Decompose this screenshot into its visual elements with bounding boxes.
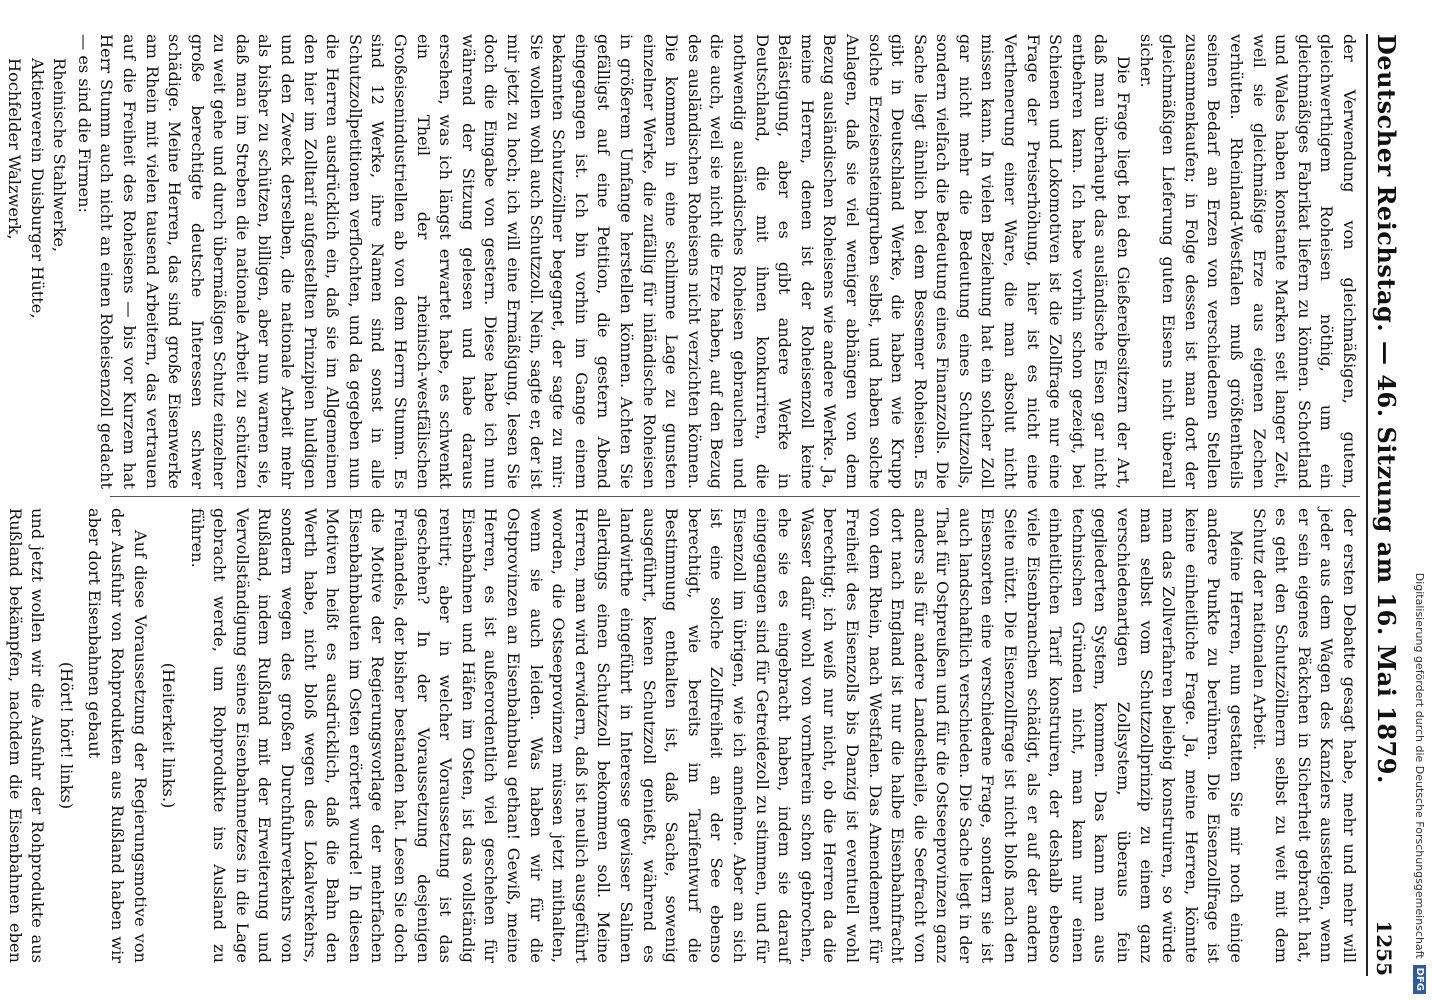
right-paragraph: der ersten Debatte gesagt habe, mehr und mehr will jeder aus dem Wagen des Kanzlers aussteigen, wenn er sein eigenes Päckchen in Sicherheit gebracht hat, es geht den Schutzzöllnern selbst zu weit mit dem Schutz der nationalen Arbeit. [1249,508,1359,963]
right-paragraph: Meine Herren, nun gestatten Sie mir noch einige andere Punkte zu berühren. Die Eisenzollfrage ist keine einheitliche Frage. Ja, meine Herren, könnte man das Zollverfahren beliebig konstruiren, so würde man selbst vom Schutzzollprinzip zu einem ganz verschiedenartigen Zollsystem, überaus fein gegliederten System, kommen. Das kann man aus technischen Gründen nicht, man kann nur einen einheitlichen Tarif konstruiren, der deshalb ebenso viele Eisenbranchen schädigt, als er auf der andern Seite nützt. Die Eisenzollfrage ist nicht bloß nach den Eisensorten eine verschiedene Frage, sondern sie ist auch landschaftlich verschieden. Die Sache liegt in der That für Ostpreußen und für die Ostseeprovinzen ganz anders als für andere Landestheile, die Seefracht von dort nach England ist nur die halbe Eisenbahnfracht von dem Rhein, nach Westfalen. Das Amendement für Freiheit des Eisenzolls bis Danzig ist eventuell wohl berechtigt; ich weiß nur nicht, ob die Herren da die Wasser dafür wohl von vornherein schon gebrochen, ehe sie es eingebracht haben, indem sie darauf eingegangen sind für Getreidezoll zu stimmen, und für Eisenzoll im übrigen, wie ich annehme. Aber an sich ist eine solche Zollfreiheit an der See ebenso berechtigt, wie bereits im Tarifentwurf die Bestimmung enthalten ist, daß Sache, sowenig ausgeführt, kenen Schutzzoll genießt, während es landwirthe eingeführt in Interesse gewisser Salinen allerdings einen Schutzzoll bekommen soll. Meine Herren, man wird erwidern, daß ist neulich ausgeführt worden, die Ostseeprovinzen müssen jetzt mithalten, wenn sie auch leiden. Was haben wir für die Ostprovinzen an Eisenbahnbau gethan! Gewiß, meine Herren, es ist außerordentlich viel geschehen für Eisenbahnen und Häfen im Osten, ist das vollständig rentirt; aber in welcher Voraussetzung ist das geschehen? In der Voraussetzung desjenigen Freihandels, der bisher bestanden hat. Lesen Sie doch die Motive der Regierungsvorlage der mehrfachen Eisenbahnbauten im Osten erörtert wurde! In diesen Motiven heißt es ausdrücklich, daß die Bahn den Werth habe, nicht bloß wegen des Lokalverkehrs, sondern wegen des großen Durchfuhrverkehrs von Rußland, indem Rußland mit der Erweiterung und Vervollständigung seines Eisenbahnnetzes in die Lage gebracht werde, um Rohprodukte ins Ausland zu führen. [187,508,1247,963]
firm-item: Hochfelder Walzwerk, [4,58,24,240]
digitization-text: Digitalisierung gefördert durch die Deutsche Forschungsgemeinschaft [1413,572,1427,959]
left-paragraph: der Verwendung von gleichmäßigen, gutem, gleichwerthigem Roheisen nöthig, um ein gleichmäßiges Fabrikat liefern zu können. Schottland und Wales haben konstante Marken seit langer Zeit, weil sie gleichmäßige Erze aus eigenen Zechen verhütten. Rheinland-Westfalen muß größtentheils seinen Bedarf an Erzen von verschiedenen Stellen zusammenkaufen; in Folge dessen ist man dort der gleichmäßigen Lieferung guten Eisens nicht überall sicher. [1136,34,1359,489]
firm-item: Rheinische Stahlwerke, [50,58,70,253]
digitization-note [1408,0,1432,1000]
page-number: 1255 [1372,920,1396,976]
dfg-logo: DFG [1414,965,1427,994]
laughter-note: (Heiterkeit links.) [159,662,179,809]
page-header [1366,34,1404,976]
left-paragraph: Die Frage liegt bei den Gießereibesitzern der Art, daß man überhaupt das ausländische Eisen gar nicht entbehren kann. Ich habe vorhin schon gezeigt, bei Schienen und Lokomotiven ist die Zollfrage nur eine Frage der Preiserhöhung, hier ist es nicht eine Verthenerung einer Ware, die man absolut nicht missen kann. In vielen Beziehung hat ein solcher Zoll gar nicht mehr die Bedeutung eines Schutzzolls, sondern vielfach die Bedeutung eines Finanzzolls. Die Sache liegt ähnlich bei dem Bessemer Roheisen. Es gibt in Deutschland Werke, die haben wie Krupp solche Erzeisensteingruben selbst, und haben solche Anlagen, daß sie viel weniger abhängen von dem Bezug ausländischen Roheisens wie andere Werke. Ja, meine Herren, denen ist der Roheisenzoll keine Belästigung, aber es gibt andere Werke in Deutschland, die mit ihnen konkurriren, die nothwendig ausländisches Roheisen gebrauchen und die auch, weil sie nicht die Erze haben, auf den Bezug des ausländischen Roheisens nicht verzichten können. Die kommen in eine schlimme Lage zu gunsten einzelner Werke, die zufällig für inländische Roheisen in größerem Umfange herstellen können. Achten Sie gefälligst auf eine Petition, die gestern Abend eingegangen ist. Ich bin vorhin im Gange einem bekannten Schutzzöllner begegnet, der sagte zu mir: Sie wollen wohl auch Schutzzoll. Nein, sagte er, der ist mir jetzt zu hoch; ich will eine Ermäßigung, lesen Sie doch die Eingabe von gestern. Diese habe ich nun während der Sitzung gelesen und habe daraus ersehen, was ich längst erwartet habe, es schwenkt ein Theil der rheinisch-westfälischen Großeisenindustriellen ab von dem Herrn Stumm. Es sind 12 Werke, ihre Namen sind sonst in alle Schutzzollpetitionen verflochten, und da gegeben nun die Herren ausdrücklich ein, daß sie im Allgemeinen den hier im Zolltarif aufgestellten Prinzipien huldigen und den Zweck derselben, die nationale Arbeit mehr als bisher zu schützen, billigen, aber nun warnen sie, daß man im Streben die nationale Arbeit zu schützen zu weit gehe und durch übermäßigen Schutz einzelner große berechtigte deutsche Interessen schwer schädige. Meine Herren, das sind große Eisenwerke am Rhein mit vielen tausend Arbeitern, das vertrauen auf die Freiheit des Roheisens — bis vor Kurzem hat Herr Stumm auch nicht an einen Roheisenzoll gedacht — es sind die Firmen: [74,34,1134,489]
firm-list [0,58,70,489]
interjection-note: (Hört! hört! links) [56,661,76,810]
firm-item: Aktienverein Duisburger Hütte, [27,58,47,319]
right-paragraph: und jetzt wollen wir die Ausfuhr der Rohprodukte aus Rußland bekämpfen, nachdem die Eisenbahnen eben [5,508,48,963]
newspaper-page [4,0,1418,1000]
left-column [4,34,1360,489]
running-title: Deutscher Reichstag. — 46. Sitzung am 16. Mai 1879. [1372,34,1401,784]
right-column [5,508,1360,963]
right-paragraph: Auf diese Voraussetzung der Regierungsmotive von der Ausfuhr von Rohprodukten aus Rußland haben wir aber dort Eisenbahnen gebaut [85,508,150,963]
column-divider [110,496,1360,497]
